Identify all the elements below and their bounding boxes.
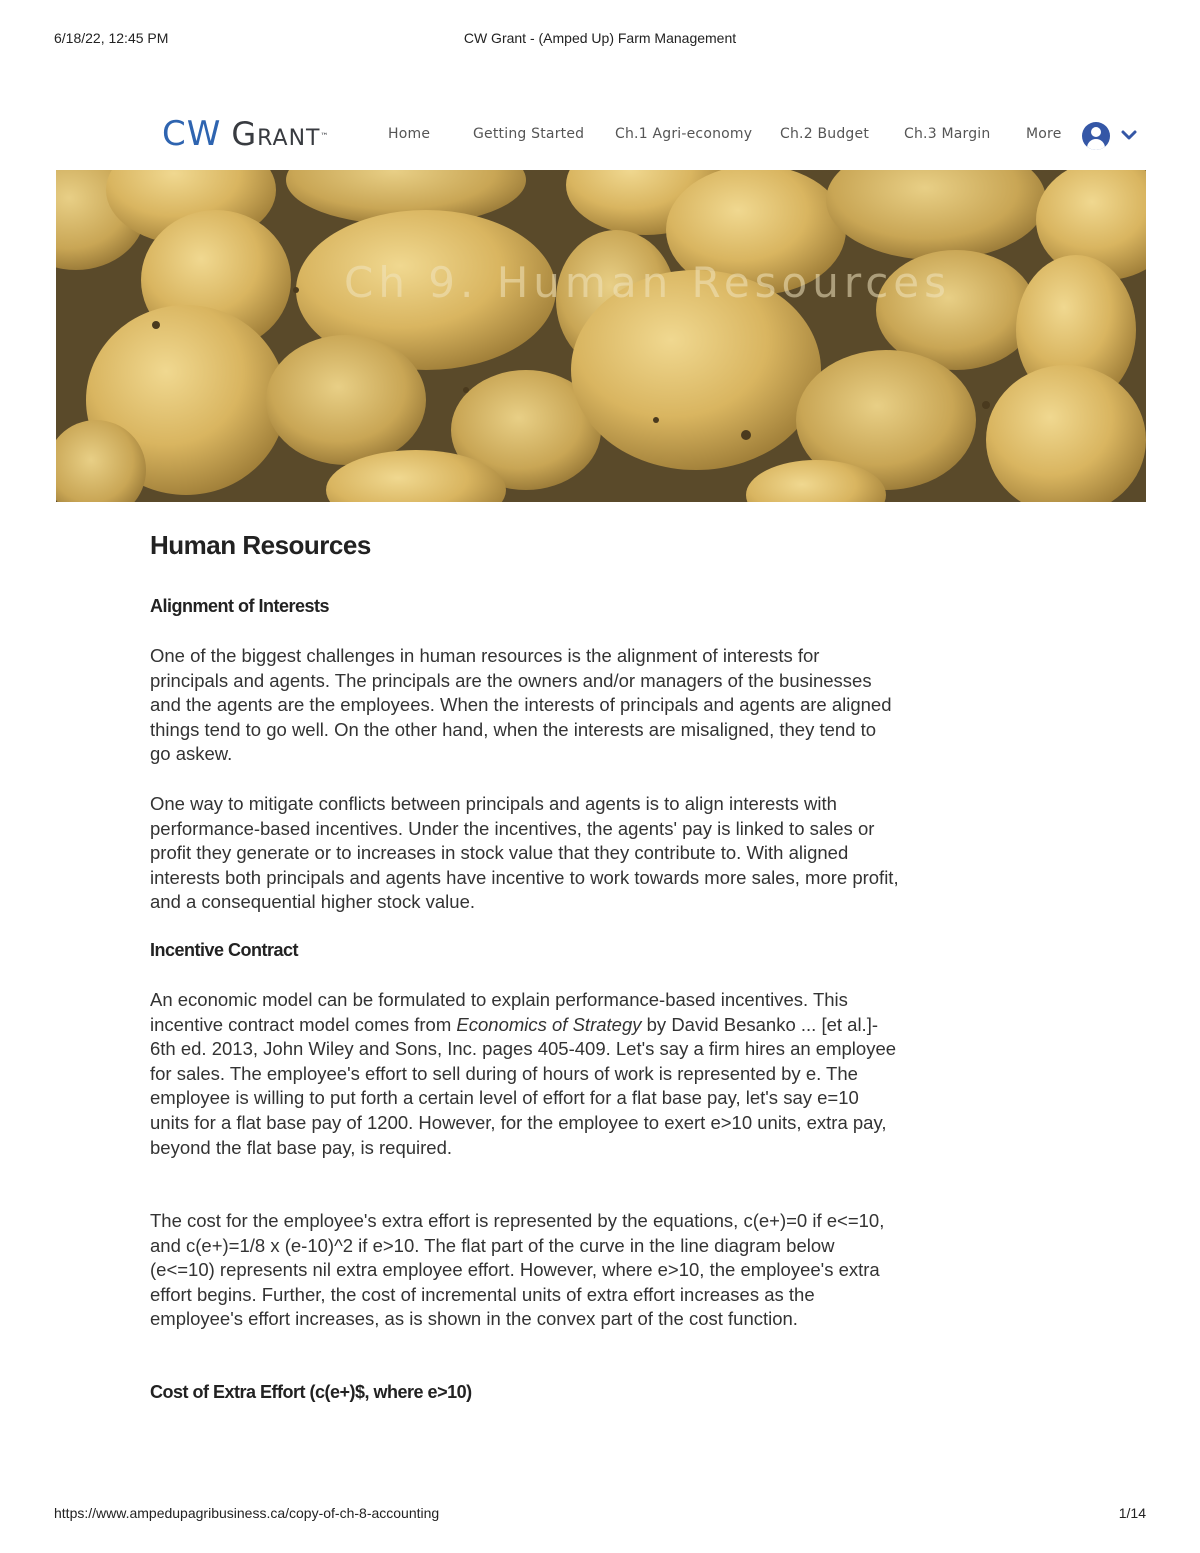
potatoes-image [56,170,1146,502]
site-header [0,108,1200,164]
nav-item-getting-started[interactable]: Getting Started [473,126,585,142]
paragraph-incentive-2: The cost for the employee's extra effort is represented by the equations, c(e+)=0 if e<=10, and c(e+)=1/8 x (e-10)^2 if e>10. The flat part of the curve in the line diagram below (e<=10) represents nil extra employee effort. However, where e>10, the employee's extra effort begins. Further, the cost of incremental units of extra effort increases as the employee's effort increases, as is shown in the convex part of the cost function. [150,1210,885,1330]
paragraph-incentive-1: An economic model can be formulated to explain performance-based incentives. This incentive contract model comes from Economics of Strategy by David Besanko ... [et al.]- 6th ed. 2013, John Wiley and Sons, Inc. pages 405-409. Let's say a firm hires an employee for sales. The employee's effort to sell during of hours of work is represented by e. The employee is willing to put forth a certain level of effort for a flat base pay, let's say e=10 units for a flat base pay of 1200. However, for the employee to exert e>10 units, extra pay, beyond the flat base pay, is required. [150,989,897,1158]
book-title: Economics of Strategy [456,1013,642,1035]
logo-trademark: ™ [320,131,329,141]
user-menu[interactable] [1082,122,1142,150]
section-heading-incentive-contract: Incentive Contract [150,940,299,960]
nav-item-home[interactable]: Home [388,126,431,142]
print-page-count: 1/14 [1118,1505,1146,1521]
site-logo[interactable] [162,114,329,154]
nav-item-ch1-agri-economy[interactable]: Ch.1 Agri-economy [615,126,753,142]
hero-banner [56,170,1146,502]
paragraph-alignment-2: One way to mitigate conflicts between principals and agents is to align interests with performance-based incentives. Under the incentives, the agents' pay is linked to sales or profit they generate or to increases in stock value that they contribute to. With aligned interests both principals and agents have incentive to work towards more sales, more profit, and a consequential higher stock value. [150,793,899,913]
nav-item-ch3-margin[interactable]: Ch.3 Margin [904,126,991,142]
chevron-down-icon[interactable] [1120,126,1138,144]
print-page-title: CW Grant - (Amped Up) Farm Management [463,30,737,46]
print-header [54,30,1146,50]
page-title: Human Resources [150,530,371,560]
nav-item-more[interactable]: More [1026,126,1062,142]
logo-grant: Grant [231,115,321,153]
nav-item-ch2-budget[interactable]: Ch.2 Budget [780,126,870,142]
print-datetime: 6/18/22, 12:45 PM [54,30,169,46]
logo-cw: CW [162,114,222,154]
hero-title: Ch 9. Human Resources [344,258,952,307]
print-footer [54,1505,1146,1525]
user-avatar-icon[interactable] [1082,122,1110,150]
paragraph-alignment-1: One of the biggest challenges in human resources is the alignment of interests for principals and agents. The principals are the owners and/or managers of the businesses and the agents are the employees. When the interests of principals and agents are aligned things tend to go well. On the other hand, when the interests are misaligned, they tend to go askew. [150,645,892,765]
section-heading-cost-of-extra-effort: Cost of Extra Effort (c(e+)$, where e>10) [150,1382,472,1402]
section-heading-alignment: Alignment of Interests [150,596,330,616]
print-url: https://www.ampedupagribusiness.ca/copy-of-ch-8-accounting [54,1505,440,1521]
